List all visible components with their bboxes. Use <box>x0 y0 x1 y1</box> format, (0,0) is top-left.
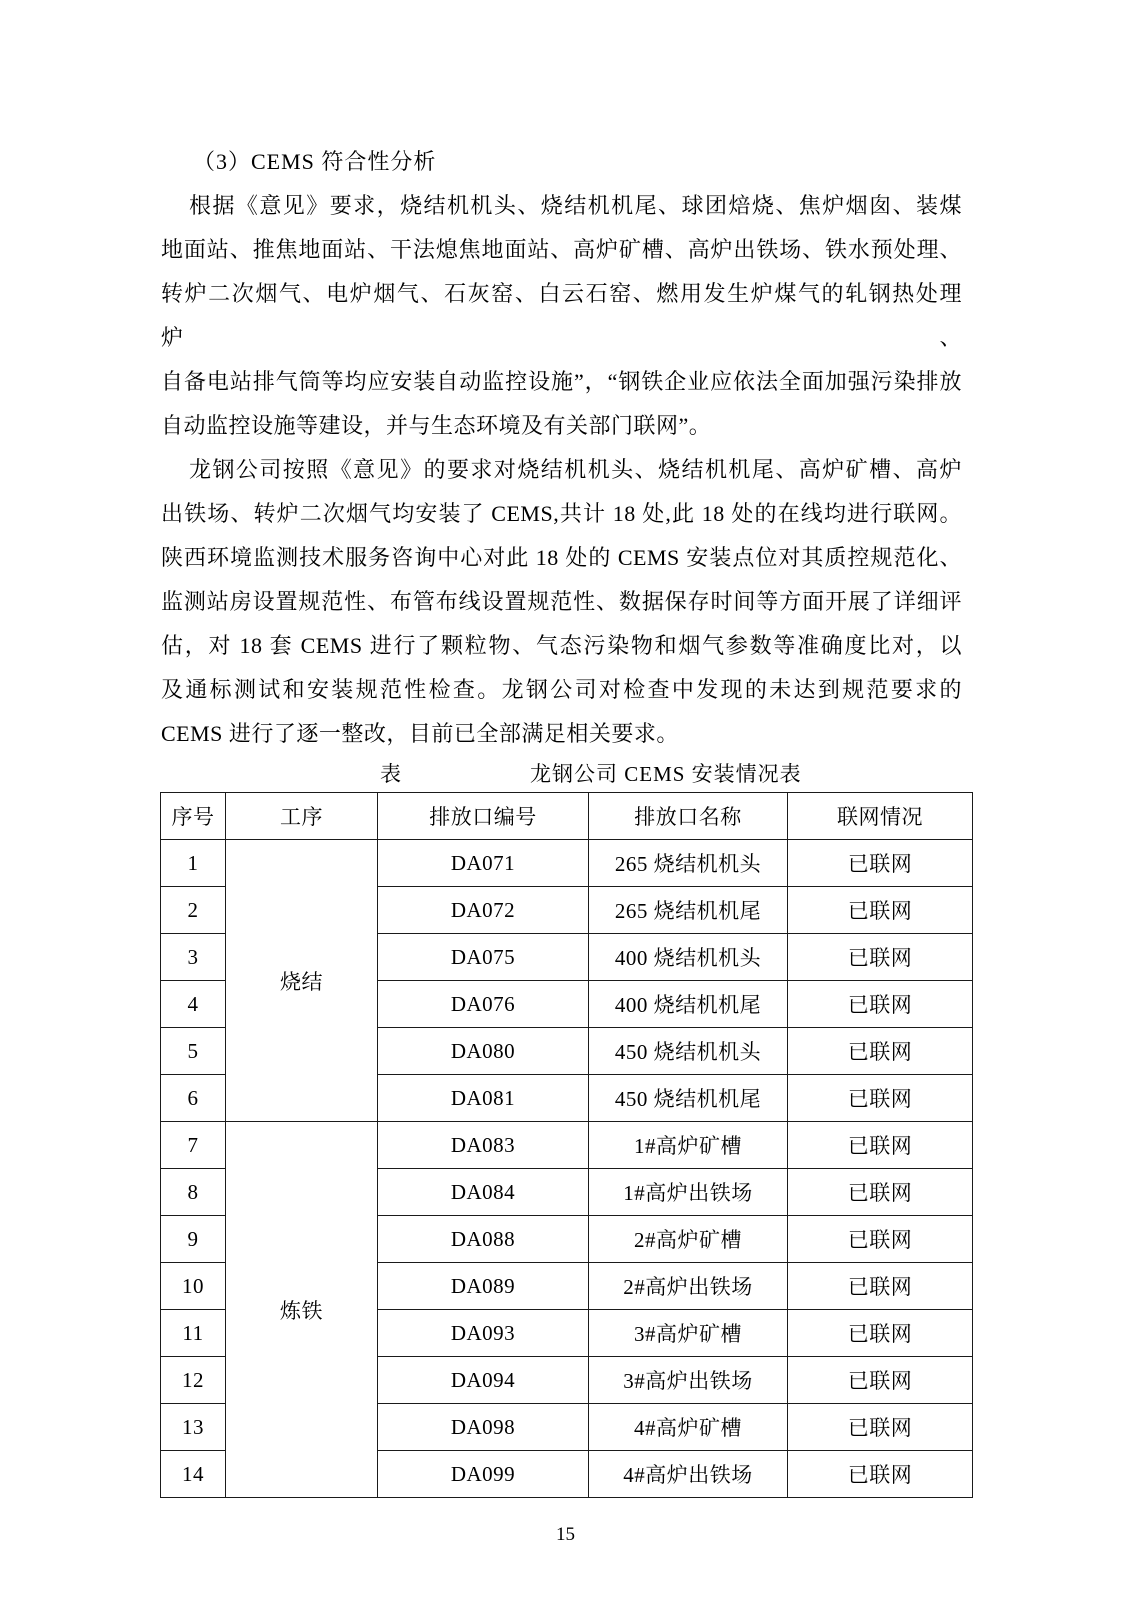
cell-outlet-code: DA088 <box>378 1216 589 1263</box>
paragraph-line: 地面站、推焦地面站、干法熄焦地面站、高炉矿槽、高炉出铁场、铁水预处理、 <box>161 237 962 262</box>
page-number: 15 <box>556 1524 575 1545</box>
table-row <box>161 840 973 887</box>
cell-index: 5 <box>161 1028 226 1075</box>
cell-network-status: 已联网 <box>788 1310 973 1357</box>
cell-index: 4 <box>161 981 226 1028</box>
cems-table-body <box>161 840 973 1498</box>
cell-outlet-code: DA089 <box>378 1263 589 1310</box>
cell-outlet-name: 2#高炉出铁场 <box>589 1263 788 1310</box>
cell-index: 9 <box>161 1216 226 1263</box>
cell-outlet-code: DA080 <box>378 1028 589 1075</box>
cell-outlet-code: DA084 <box>378 1169 589 1216</box>
cell-outlet-code: DA076 <box>378 981 589 1028</box>
cell-outlet-name: 3#高炉出铁场 <box>589 1357 788 1404</box>
table-header-row <box>161 793 973 840</box>
cell-outlet-name: 265 烧结机机尾 <box>589 887 788 934</box>
cell-outlet-name: 4#高炉矿槽 <box>589 1404 788 1451</box>
cell-index: 13 <box>161 1404 226 1451</box>
table-caption-title: 龙钢公司 CEMS 安装情况表 <box>530 762 802 786</box>
cell-outlet-code: DA098 <box>378 1404 589 1451</box>
cems-table-head <box>161 793 973 840</box>
cell-outlet-code: DA099 <box>378 1451 589 1498</box>
paragraph-line: 陕西环境监测技术服务咨询中心对此 18 处的 CEMS 安装点位对其质控规范化、 <box>161 545 962 570</box>
cell-process-group: 烧结 <box>226 840 378 1122</box>
header-cell-process: 工序 <box>226 793 378 840</box>
cell-outlet-code: DA075 <box>378 934 589 981</box>
cell-outlet-code: DA083 <box>378 1122 589 1169</box>
body-paragraphs <box>161 184 962 756</box>
cell-outlet-name: 3#高炉矿槽 <box>589 1310 788 1357</box>
cell-index: 14 <box>161 1451 226 1498</box>
cell-index: 10 <box>161 1263 226 1310</box>
table-caption <box>161 756 1131 792</box>
paragraph <box>161 184 962 448</box>
cell-outlet-name: 4#高炉出铁场 <box>589 1451 788 1498</box>
paragraph-line: 监测站房设置规范性、布管布线设置规范性、数据保存时间等方面开展了详细评 <box>161 589 962 614</box>
paragraph <box>161 448 962 756</box>
cell-outlet-code: DA071 <box>378 840 589 887</box>
paragraph-line: 转炉二次烟气、电炉烟气、石灰窑、白云石窑、燃用发生炉煤气的轧钢热处理炉、 <box>161 281 962 350</box>
header-cell-network: 联网情况 <box>788 793 973 840</box>
cell-index: 8 <box>161 1169 226 1216</box>
cell-index: 11 <box>161 1310 226 1357</box>
cell-outlet-name: 2#高炉矿槽 <box>589 1216 788 1263</box>
table-row <box>161 1122 973 1169</box>
cell-index: 2 <box>161 887 226 934</box>
cell-process-group: 炼铁 <box>226 1122 378 1498</box>
cell-index: 7 <box>161 1122 226 1169</box>
header-cell-code: 排放口编号 <box>378 793 589 840</box>
cell-outlet-name: 400 烧结机机头 <box>589 934 788 981</box>
cell-network-status: 已联网 <box>788 1451 973 1498</box>
table-caption-prefix: 表 <box>380 762 401 786</box>
cell-index: 6 <box>161 1075 226 1122</box>
cell-network-status: 已联网 <box>788 1028 973 1075</box>
cell-outlet-name: 450 烧结机机尾 <box>589 1075 788 1122</box>
cell-outlet-name: 1#高炉矿槽 <box>589 1122 788 1169</box>
cell-network-status: 已联网 <box>788 1216 973 1263</box>
cell-outlet-name: 450 烧结机机头 <box>589 1028 788 1075</box>
cell-network-status: 已联网 <box>788 1263 973 1310</box>
cell-index: 3 <box>161 934 226 981</box>
cell-network-status: 已联网 <box>788 1169 973 1216</box>
cell-index: 1 <box>161 840 226 887</box>
cell-outlet-name: 1#高炉出铁场 <box>589 1169 788 1216</box>
paragraph-line: 自备电站排气筒等均应安装自动监控设施”，“钢铁企业应依法全面加强污染排放 <box>161 369 962 394</box>
cell-network-status: 已联网 <box>788 1404 973 1451</box>
paragraph-line: 及通标测试和安装规范性检查。龙钢公司对检查中发现的未达到规范要求的 <box>161 677 962 702</box>
paragraph-line: 根据《意见》要求，烧结机机头、烧结机机尾、球团焙烧、焦炉烟囱、装煤 <box>189 193 962 218</box>
cell-outlet-name: 265 烧结机机头 <box>589 840 788 887</box>
paragraph-line: 龙钢公司按照《意见》的要求对烧结机机头、烧结机机尾、高炉矿槽、高炉 <box>189 457 962 482</box>
cell-network-status: 已联网 <box>788 1075 973 1122</box>
cell-outlet-code: DA094 <box>378 1357 589 1404</box>
cell-network-status: 已联网 <box>788 981 973 1028</box>
paragraph-line: 出铁场、转炉二次烟气均安装了 CEMS,共计 18 处,此 18 处的在线均进行联网。 <box>161 501 962 526</box>
cell-network-status: 已联网 <box>788 934 973 981</box>
cell-outlet-code: DA093 <box>378 1310 589 1357</box>
header-cell-index: 序号 <box>161 793 226 840</box>
paragraph-line: 估，对 18 套 CEMS 进行了颗粒物、气态污染物和烟气参数等准确度比对，以 <box>161 633 962 658</box>
cell-outlet-code: DA081 <box>378 1075 589 1122</box>
cell-outlet-code: DA072 <box>378 887 589 934</box>
cems-table <box>160 792 973 1498</box>
cell-outlet-name: 400 烧结机机尾 <box>589 981 788 1028</box>
cell-network-status: 已联网 <box>788 887 973 934</box>
paragraph-line: 自动监控设施等建设，并与生态环境及有关部门联网”。 <box>161 413 712 438</box>
cell-network-status: 已联网 <box>788 1357 973 1404</box>
paragraph-line: CEMS 进行了逐一整改，目前已全部满足相关要求。 <box>161 721 679 746</box>
cell-network-status: 已联网 <box>788 1122 973 1169</box>
section-heading: （3）CEMS 符合性分析 <box>193 149 437 174</box>
cell-network-status: 已联网 <box>788 840 973 887</box>
cell-index: 12 <box>161 1357 226 1404</box>
header-cell-name: 排放口名称 <box>589 793 788 840</box>
